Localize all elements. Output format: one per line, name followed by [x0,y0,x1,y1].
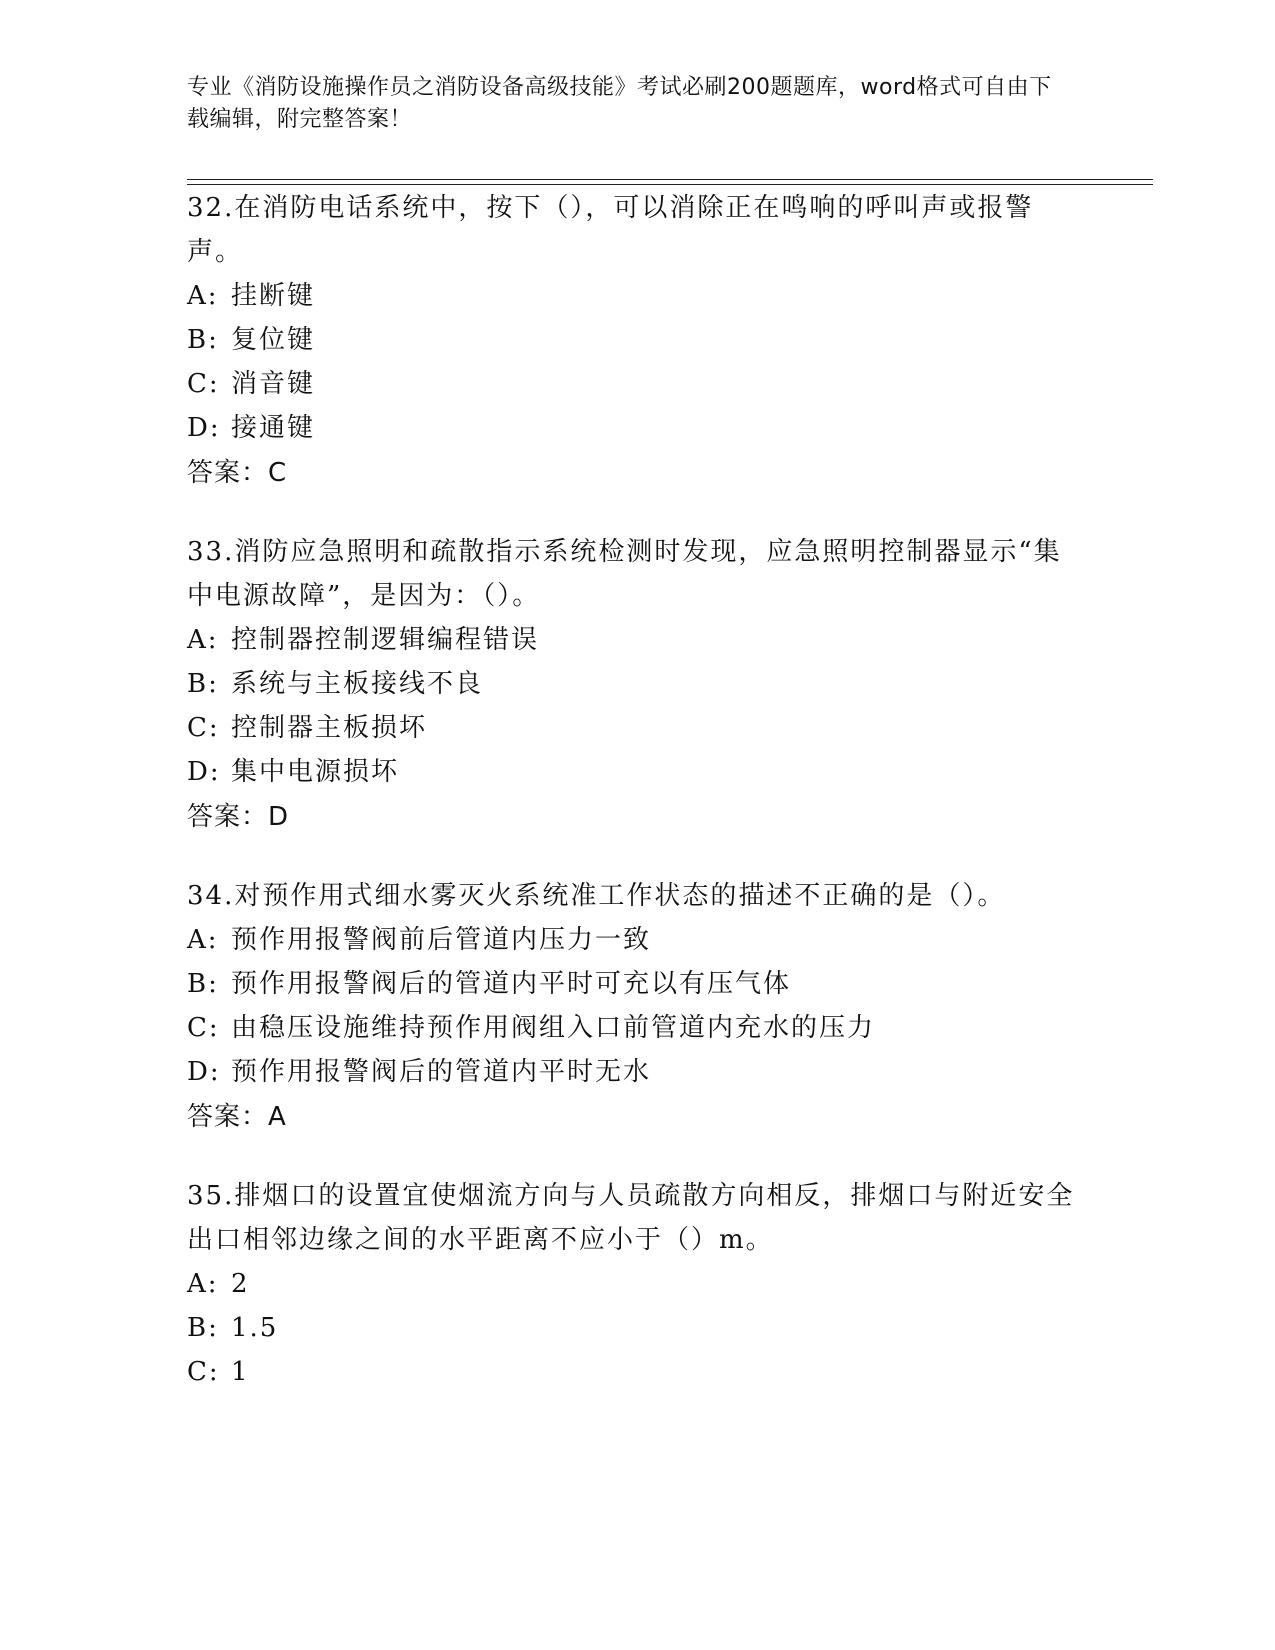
option-b [187,318,1087,362]
option-d [187,1050,1087,1094]
question-33 [187,530,1087,840]
header-rule-top [187,179,1153,180]
option-c [187,1006,1087,1050]
option-text: 控制器控制逻辑编程错误 [231,625,540,655]
question-text: 35.排烟口的设置宜使烟流方向与人员疏散方向相反，排烟口与附近安全出口相邻边缘之间的水平距离不应小于（）m。 [187,1181,1075,1255]
option-c [187,362,1087,406]
option-letter: B: [187,969,219,999]
option-letter: D: [187,757,221,787]
option-letter: C: [187,713,220,743]
question-text: 34.对预作用式细水雾灭火系统准工作状态的描述不正确的是（）。 [187,881,1006,911]
option-text: 消音键 [231,369,316,399]
option-d [187,406,1087,450]
option-letter: A: [187,625,219,655]
option-text: 挂断键 [231,281,316,311]
option-letter: A: [187,925,219,955]
option-text: 集中电源损坏 [231,757,400,787]
header-rule-bottom [187,184,1153,185]
option-letter: C: [187,1357,220,1387]
option-letter: C: [187,1013,220,1043]
answer-line [187,794,1087,840]
option-text: 预作用报警阀前后管道内压力一致 [231,925,652,955]
option-text: 控制器主板损坏 [231,713,428,743]
answer-label: 答案： [187,1102,269,1132]
option-text: 1.5 [231,1313,279,1343]
option-b [187,962,1087,1006]
option-a [187,1262,1087,1306]
answer-value: D [268,802,290,832]
option-c [187,1350,1087,1394]
option-text: 2 [231,1269,250,1299]
answer-value: A [268,1102,287,1132]
option-letter: B: [187,325,219,355]
option-letter: C: [187,369,220,399]
option-letter: D: [187,1057,221,1087]
option-b [187,1306,1087,1350]
option-a [187,618,1087,662]
option-text: 由稳压设施维持预作用阀组入口前管道内充水的压力 [231,1013,876,1043]
option-letter: D: [187,413,221,443]
question-35 [187,1174,1087,1394]
option-letter: B: [187,1313,219,1343]
question-list [187,186,1087,1428]
document-header: 专业《消防设施操作员之消防设备高级技能》考试必刷200题题库，word格式可自由下载编辑，附完整答案！ [187,75,1052,132]
option-a [187,918,1087,962]
option-b [187,662,1087,706]
answer-value: C [268,458,288,488]
option-text: 复位键 [231,325,316,355]
option-letter: B: [187,669,219,699]
option-text: 1 [231,1357,250,1387]
question-34 [187,874,1087,1140]
option-text: 接通键 [231,413,316,443]
option-letter: A: [187,281,219,311]
question-32 [187,186,1087,496]
option-letter: A: [187,1269,219,1299]
option-d [187,750,1087,794]
question-text: 32.在消防电话系统中，按下（），可以消除正在鸣响的呼叫声或报警声。 [187,193,1034,267]
question-text: 33.消防应急照明和疏散指示系统检测时发现，应急照明控制器显示“集中电源故障”，是因为：（）。 [187,537,1062,611]
option-text: 预作用报警阀后的管道内平时可充以有压气体 [231,969,792,999]
answer-line [187,1094,1087,1140]
answer-label: 答案： [187,458,269,488]
answer-line [187,450,1087,496]
option-a [187,274,1087,318]
option-c [187,706,1087,750]
option-text: 系统与主板接线不良 [231,669,484,699]
option-text: 预作用报警阀后的管道内平时无水 [231,1057,652,1087]
answer-label: 答案： [187,802,269,832]
